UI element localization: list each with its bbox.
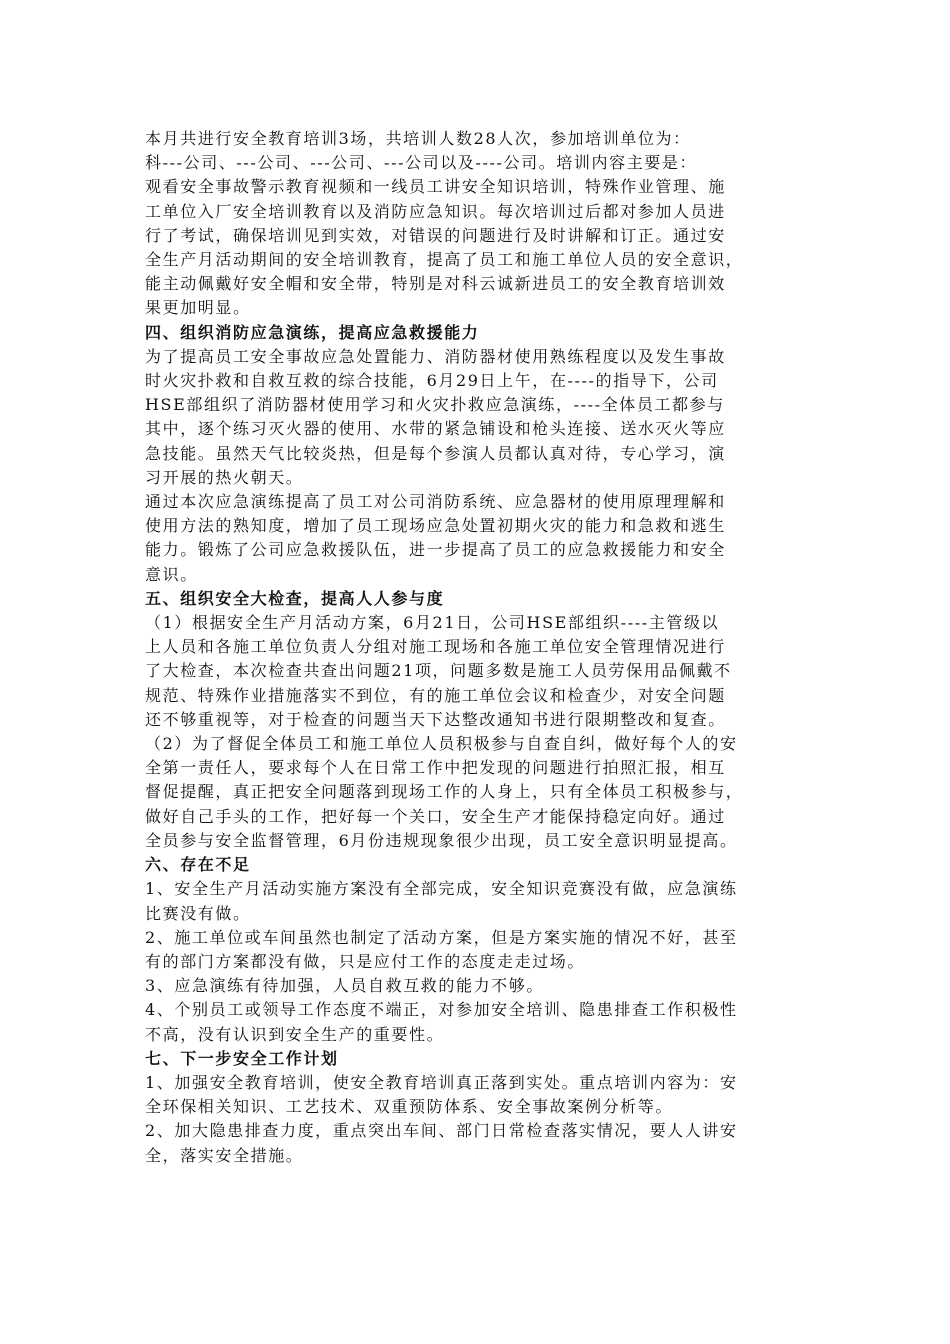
training-summary-paragraph: 本月共进行安全教育培训3场，共培训人数28人次，参加培训单位为： 科---公司、---公司、---公司、---公司以及----公司。培训内容主要是： 观看安全事故警示教育视频和一线员工讲安全知识培训，特殊作业管理、施 工单位入厂安全培训教育以及消防应急知识。每次培训过后都对参加人员进 行了考试，确保培训见到实效，对错误的问题进行及时讲解和订正。通过安 全生产月活动期间的安全培训教育，提高了员工和施工单位人员的安全意识， 能主动佩戴好安全帽和安全带，特别是对科云诚新进员工的安全教育培训效 果更加明显。 (145, 129, 744, 318)
plan-item-1: 1、加强安全教育培训，使安全教育培训真正落到实处。重点培训内容为：安 全环保相关知识、工艺技术、双重预防体系、安全事故案例分析等。 (145, 1072, 738, 1117)
section-heading-inspection: 五、组织安全大检查，提高人人参与度 (145, 588, 445, 608)
fire-drill-result-paragraph: 通过本次应急演练提高了员工对公司消防系统、应急器材的使用原理理解和 使用方法的熟知度，增加了员工现场应急处置初期火灾的能力和急救和逃生 能力。锻炼了公司应急救援队伍，进一步提高了员工的应急救援能力和安全 意识。 (145, 492, 726, 584)
fire-drill-paragraph: 为了提高员工安全事故应急处置能力、消防器材使用熟练程度以及发生事故 时火灾扑救和自救互救的综合技能，6月29日上午，在----的指导下，公司 HSE部组织了消防器材使用学习和火灾扑救应急演练，----全体员工都参与 其中，逐个练习灭火器的使用、水带的紧急铺设和枪头连接、送水灭火等应 急技能。虽然天气比较炎热，但是每个参演人员都认真对待，专心学习，演 习开展的热火朝天。 (145, 346, 726, 487)
section-heading-next-plan: 七、下一步安全工作计划 (145, 1048, 339, 1068)
shortcoming-item-4: 4、个别员工或领导工作态度不端正，对参加安全培训、隐患排查工作积极性 不高，没有认识到安全生产的重要性。 (145, 1000, 738, 1044)
inspection-paragraph-1: （1）根据安全生产月活动方案，6月21日，公司HSE部组织----主管级以 上人员和各施工单位负责人分组对施工现场和各施工单位安全管理情况进行 了大检查，本次检查共查出问题21项，问题多数是施工人员劳保用品佩戴不 规范、特殊作业措施落实不到位，有的施工单位会议和检查少，对安全问题 还不够重视等，对于检查的问题当天下达整改通知书进行限期整改和复查。 (145, 613, 732, 729)
shortcoming-item-2: 2、施工单位或车间虽然也制定了活动方案，但是方案实施的情况不好，甚至 有的部门方案都没有做，只是应付工作的态度走走过场。 (145, 927, 738, 971)
section-heading-shortcomings: 六、存在不足 (145, 855, 251, 875)
shortcoming-item-1: 1、安全生产月活动实施方案没有全部完成，安全知识竞赛没有做，应急演练 比赛没有做。 (145, 879, 738, 923)
inspection-paragraph-2: （2）为了督促全体员工和施工单位人员积极参与自查自纠，做好每个人的安 全第一责任人，要求每个人在日常工作中把发现的问题进行拍照汇报，相互 督促提醒，真正把安全问题落到现场工作的人身上，只有全体员工积极参与， 做好自己手头的工作，把好每一个关口，安全生产才能保持稳定向好。通过 全员参与安全监督管理，6月份违规现象很少出现，员工安全意识明显提高。 (145, 734, 744, 850)
shortcoming-item-3: 3、应急演练有待加强，人员自救互救的能力不够。 (145, 976, 544, 996)
plan-item-2: 2、加大隐患排查力度，重点突出车间、部门日常检查落实情况，要人人讲安 全，落实安全措施。 (145, 1121, 738, 1165)
document-page (145, 127, 810, 1168)
section-heading-fire-drill: 四、组织消防应急演练，提高应急救援能力 (145, 322, 480, 342)
